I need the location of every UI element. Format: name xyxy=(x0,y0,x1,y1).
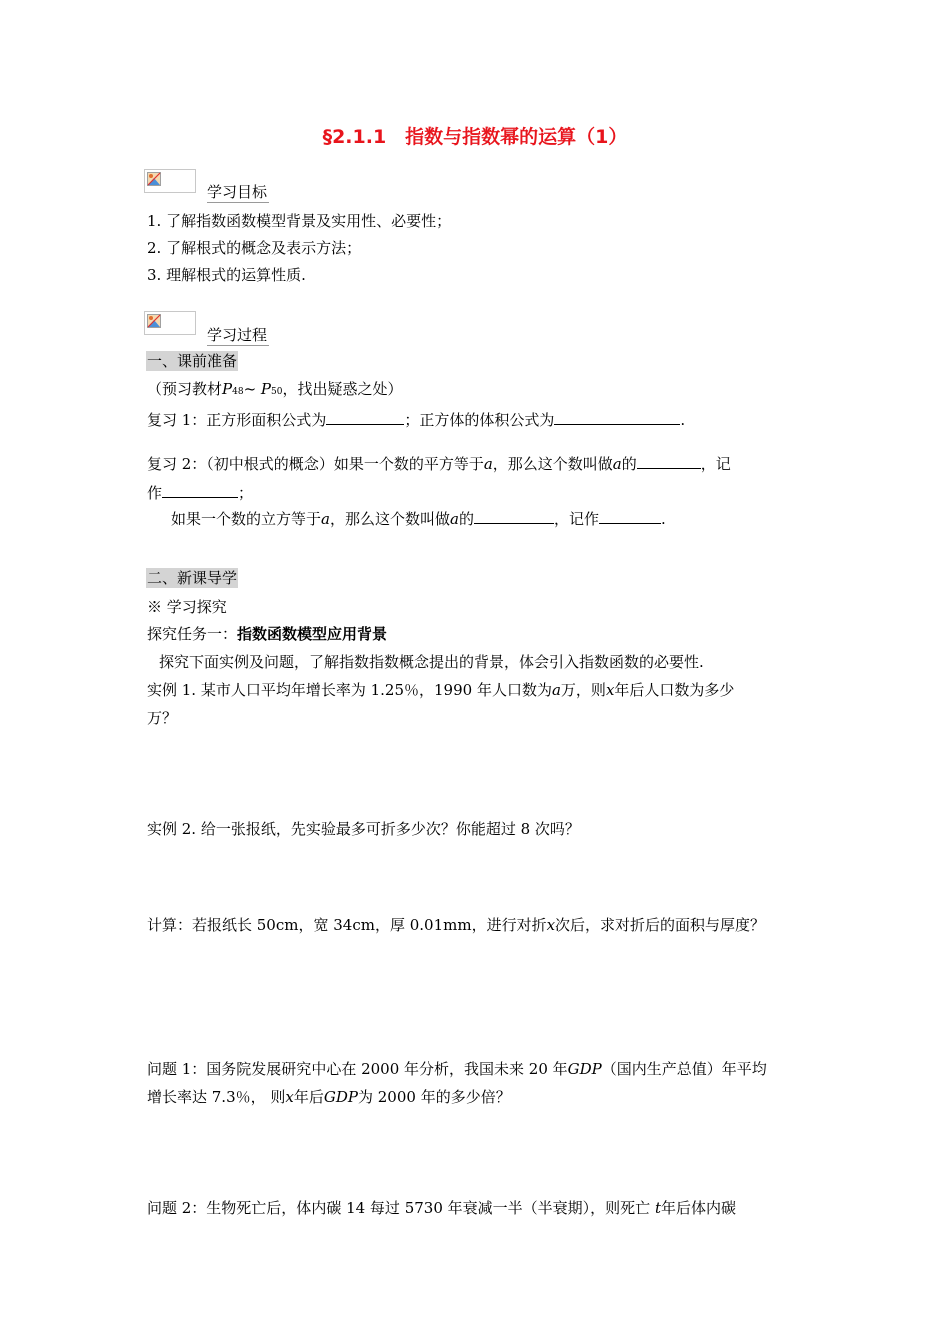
example-1-cont: 万？ xyxy=(147,709,178,727)
image-placeholder-icon xyxy=(144,169,196,193)
page-title: §2.1.1 指数与指数幂的运算（1） xyxy=(322,126,628,148)
answer-blank[interactable] xyxy=(554,409,680,425)
process-heading: 学习过程 xyxy=(207,326,268,344)
part1-heading: 一、课前准备 xyxy=(147,352,238,370)
calc-line: 计算：若报纸长 50cm，宽 34cm，厚 0.01mm，进行对折x次后，求对折后的面积与厚度？ xyxy=(147,916,766,934)
intro-text: 探究下面实例及问题，了解指数指数概念提出的背景，体会引入指数函数的必要性. xyxy=(159,653,704,671)
preview-line: （预习教材P48~ P50，找出疑惑之处） xyxy=(147,380,403,398)
answer-blank[interactable] xyxy=(637,453,701,469)
answer-blank[interactable] xyxy=(474,508,554,524)
goals-heading: 学习目标 xyxy=(207,183,268,201)
image-placeholder-icon xyxy=(144,311,196,335)
review-2-cont: 作 ； xyxy=(147,484,254,502)
review-2: 复习 2：（初中根式的概念）如果一个数的平方等于a，那么这个数叫做a的 ，记 xyxy=(147,455,731,473)
answer-blank[interactable] xyxy=(162,482,238,498)
goal-item: 1. 了解指数函数模型背景及实用性、必要性； xyxy=(147,212,452,230)
answer-blank[interactable] xyxy=(326,409,404,425)
example-1: 实例 1. 某市人口平均年增长率为 1.25％，1990 年人口数为a万，则x年后人口数为多少 xyxy=(147,681,735,699)
question-1-cont: 增长率达 7.3％， 则x年后GDP为 2000 年的多少倍？ xyxy=(147,1088,511,1106)
question-2: 问题 2：生物死亡后，体内碳 14 每过 5730 年衰减一半（半衰期），则死亡 t年后体内碳 xyxy=(147,1199,736,1217)
review-3: 如果一个数的立方等于a，那么这个数叫做a的 ，记作 . xyxy=(171,510,666,528)
question-1: 问题 1：国务院发展研究中心在 2000 年分析，我国未来 20 年GDP（国内生产总值）年平均 xyxy=(147,1060,767,1078)
goal-item: 2. 了解根式的概念及表示方法； xyxy=(147,239,362,257)
goal-item: 3. 理解根式的运算性质. xyxy=(147,266,306,284)
example-2: 实例 2. 给一张报纸，先实验最多可折多少次？你能超过 8 次吗？ xyxy=(147,820,580,838)
answer-blank[interactable] xyxy=(599,508,661,524)
task1-title: 指数函数模型应用背景 xyxy=(237,625,388,643)
part2-heading: 二、新课导学 xyxy=(147,569,238,587)
explore-heading: ※ 学习探究 xyxy=(147,598,227,616)
task1-line: 探究任务一：指数函数模型应用背景 xyxy=(147,625,388,643)
review-1: 复习 1：正方形面积公式为 ；正方体的体积公式为 . xyxy=(147,411,686,429)
